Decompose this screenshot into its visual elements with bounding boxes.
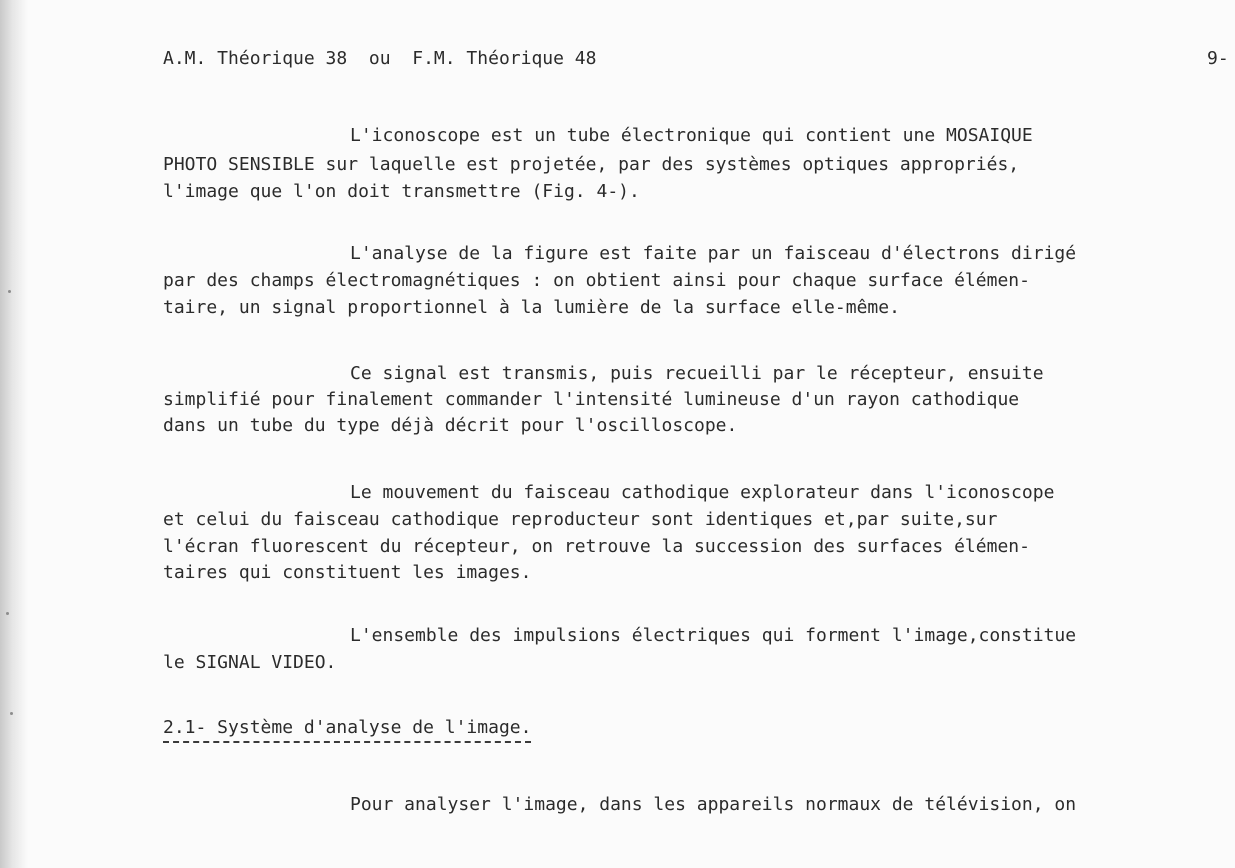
- paragraph-2-line-2: par des champs électromagnétiques : on obtient ainsi pour chaque surface élémen-: [163, 270, 1030, 291]
- paragraph-2-line-1: L'analyse de la figure est faite par un faisceau d'électrons dirigé: [350, 243, 1077, 264]
- scan-speck: [8, 290, 11, 293]
- page-header-title: A.M. Théorique 38 ou F.M. Théorique 48: [163, 48, 597, 69]
- paragraph-6-line-1: Pour analyser l'image, dans les appareils normaux de télévision, on: [350, 794, 1077, 815]
- scan-edge-shadow: [0, 0, 28, 868]
- page-number: 9-: [1207, 48, 1229, 69]
- scan-speck: [6, 612, 9, 615]
- scan-speck: [10, 712, 13, 715]
- paragraph-1-line-2: PHOTO SENSIBLE sur laquelle est projetée, par des systèmes optiques appropriés,: [163, 154, 1020, 175]
- section-heading: 2.1- Système d'analyse de l'image.: [163, 716, 531, 743]
- paragraph-4-line-2: et celui du faisceau cathodique reproducteur sont identiques et,par suite,sur: [163, 509, 998, 530]
- paragraph-3-line-2: simplifié pour finalement commander l'intensité lumineuse d'un rayon cathodique: [163, 389, 1020, 410]
- paragraph-1-line-1: L'iconoscope est un tube électronique qui contient une MOSAIQUE: [350, 125, 1033, 146]
- paragraph-1-line-3: l'image que l'on doit transmettre (Fig. 4-).: [163, 181, 640, 202]
- paragraph-4-line-1: Le mouvement du faisceau cathodique explorateur dans l'iconoscope: [350, 482, 1055, 503]
- paragraph-4-line-3: l'écran fluorescent du récepteur, on retrouve la succession des surfaces élémen-: [163, 536, 1030, 557]
- paragraph-3-line-3: dans un tube du type déjà décrit pour l'oscilloscope.: [163, 415, 738, 436]
- paragraph-4-line-4: taires qui constituent les images.: [163, 562, 532, 583]
- paragraph-5-line-1: L'ensemble des impulsions électriques qui forment l'image,constitue: [350, 625, 1077, 646]
- paragraph-3-line-1: Ce signal est transmis, puis recueilli par le récepteur, ensuite: [350, 363, 1044, 384]
- paragraph-2-line-3: taire, un signal proportionnel à la lumière de la surface elle-même.: [163, 297, 900, 318]
- paragraph-5-line-2: le SIGNAL VIDEO.: [163, 652, 337, 673]
